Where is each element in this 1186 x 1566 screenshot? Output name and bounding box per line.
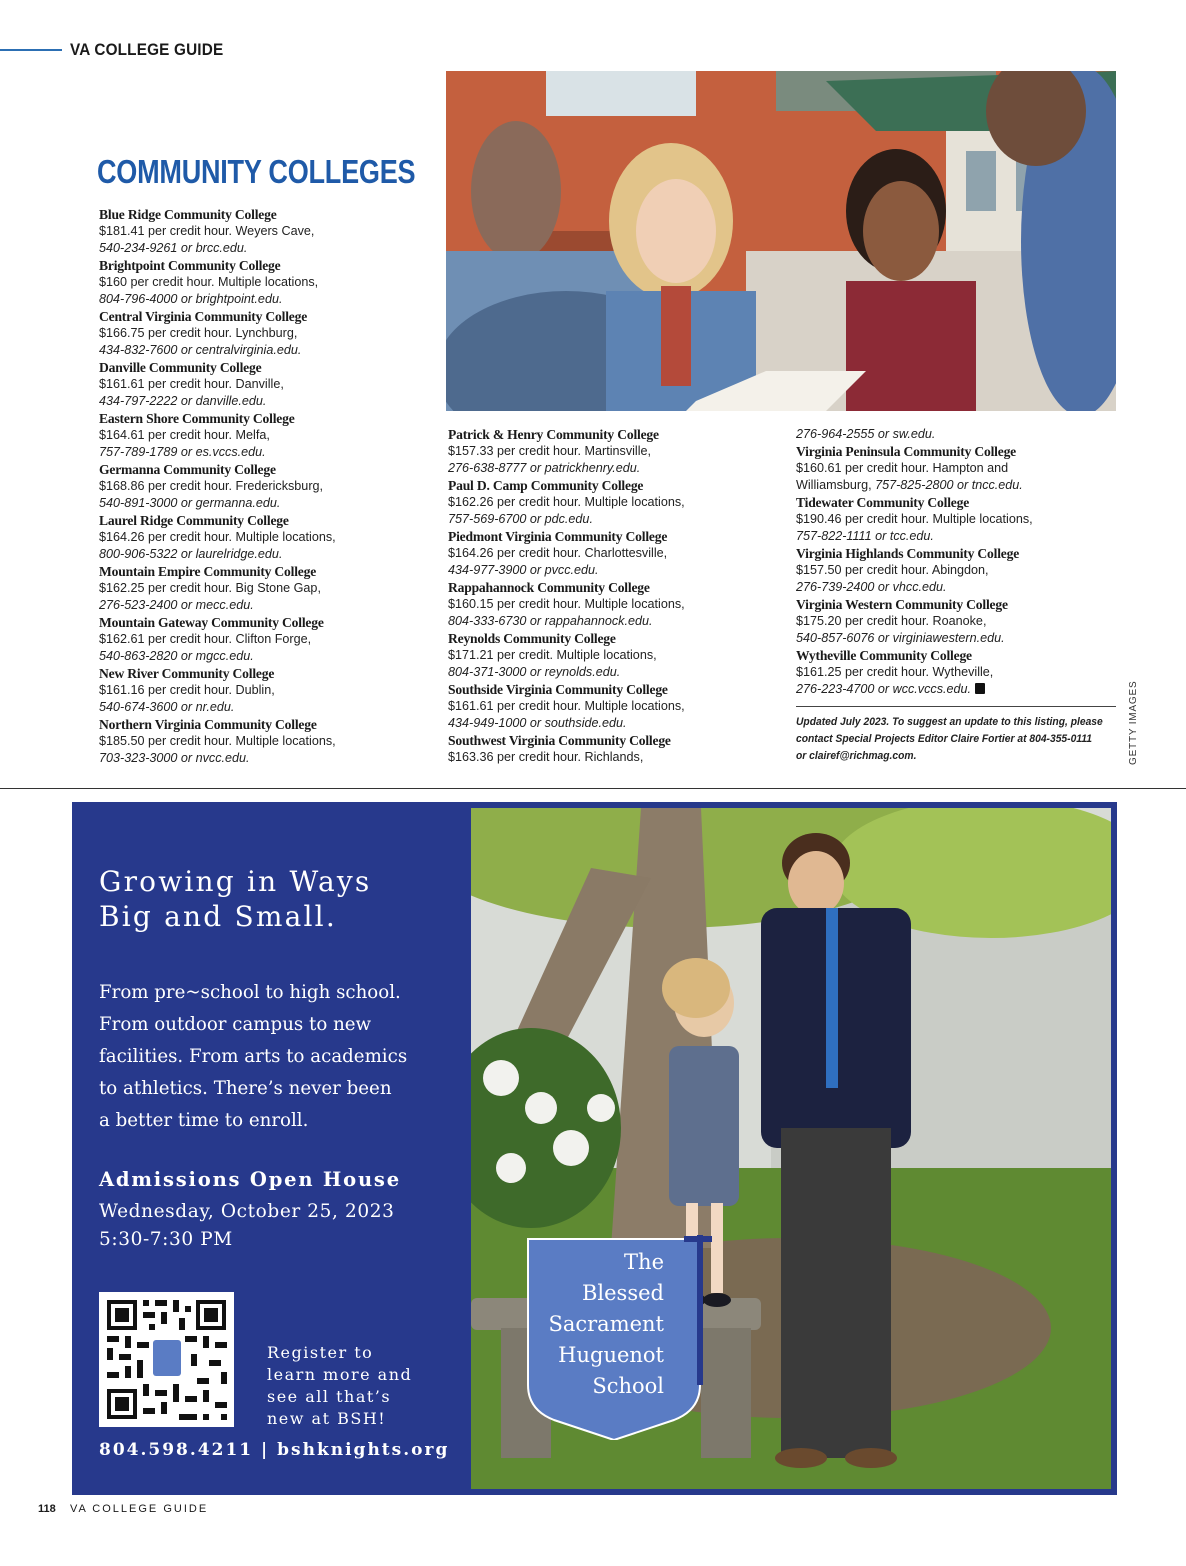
footer-label: VA COLLEGE GUIDE <box>70 1503 209 1515</box>
college-contact: 434-977-3900 or pvcc.edu. <box>448 563 599 577</box>
update-note-line: contact Special Projects Editor Claire Fortier at 804-355-0111 <box>796 733 1092 745</box>
college-name: Southside Virginia Community College <box>448 682 668 697</box>
college-list-column-3 <box>796 426 1116 698</box>
college-detail: $162.61 per credit hour. Clifton Forge, <box>99 632 312 646</box>
college-entry <box>99 563 419 614</box>
college-detail: $162.26 per credit hour. Multiple locations, <box>448 495 685 509</box>
college-detail: $157.33 per credit hour. Martinsville, <box>448 444 652 458</box>
college-contact: 540-863-2820 or mgcc.edu. <box>99 649 254 663</box>
header-rule <box>0 49 62 51</box>
ad-body-line: to athletics. There’s never been <box>99 1078 392 1099</box>
ad-body-line: facilities. From arts to academics <box>99 1046 408 1067</box>
update-note <box>796 714 1103 765</box>
college-name: Paul D. Camp Community College <box>448 478 644 493</box>
college-contact-last <box>796 681 1116 698</box>
college-name: Blue Ridge Community College <box>99 207 277 222</box>
college-name: Eastern Shore Community College <box>99 411 295 426</box>
college-detail: $164.26 per credit hour. Charlottesville, <box>448 546 668 560</box>
college-name: Tidewater Community College <box>796 495 970 510</box>
college-detail: $168.86 per credit hour. Fredericksburg, <box>99 479 324 493</box>
college-contact: 276-523-2400 or mecc.edu. <box>99 598 254 612</box>
college-name: Virginia Highlands Community College <box>796 546 1020 561</box>
open-house-title: Admissions Open House <box>99 1168 401 1191</box>
college-contact: 540-234-9261 or brcc.edu. <box>99 241 248 255</box>
college-contact: 757-789-1789 or es.vccs.edu. <box>99 445 266 459</box>
college-entry <box>796 443 1116 494</box>
college-detail: $161.61 per credit hour. Danville, <box>99 377 284 391</box>
qr-code[interactable] <box>99 1292 234 1427</box>
ad-body-line: From pre~school to high school. <box>99 982 401 1003</box>
college-name: Wytheville Community College <box>796 648 972 663</box>
college-detail: $160 per credit hour. Multiple locations, <box>99 275 319 289</box>
end-mark-icon <box>975 683 985 694</box>
college-detail: $157.50 per credit hour. Abingdon, <box>796 563 989 577</box>
college-name: Southwest Virginia Community College <box>448 733 671 748</box>
college-detail: $160.61 per credit hour. Hampton and <box>796 461 1009 475</box>
college-contact-continuation: 276-964-2555 or sw.edu. <box>796 427 936 441</box>
college-entry <box>448 630 768 681</box>
school-name-line: Huguenot <box>558 1343 664 1367</box>
college-detail: $181.41 per credit hour. Weyers Cave, <box>99 224 315 238</box>
college-contact: 434-832-7600 or centralvirginia.edu. <box>99 343 302 357</box>
note-divider <box>796 706 1116 707</box>
section-label: VA COLLEGE GUIDE <box>70 40 224 59</box>
college-name: Mountain Gateway Community College <box>99 615 324 630</box>
college-entry <box>99 359 419 410</box>
college-entry <box>796 545 1116 596</box>
college-contact: 434-797-2222 or danville.edu. <box>99 394 267 408</box>
college-entry <box>99 665 419 716</box>
college-detail: $166.75 per credit hour. Lynchburg, <box>99 326 298 340</box>
college-detail: $161.25 per credit hour. Wytheville, <box>796 665 994 679</box>
ad-headline-line: Big and Small. <box>99 900 337 933</box>
college-entry <box>99 410 419 461</box>
college-detail: $185.50 per credit hour. Multiple locations, <box>99 734 336 748</box>
photo-credit: GETTY IMAGES <box>1128 680 1139 765</box>
college-name: Danville Community College <box>99 360 262 375</box>
college-name: Virginia Western Community College <box>796 597 1008 612</box>
register-line: see all that’s <box>267 1387 392 1406</box>
school-name-line: School <box>592 1374 664 1398</box>
college-name: Mountain Empire Community College <box>99 564 317 579</box>
college-detail: $190.46 per credit hour. Multiple locations, <box>796 512 1033 526</box>
college-detail: $162.25 per credit hour. Big Stone Gap, <box>99 581 321 595</box>
college-entry <box>796 647 1116 698</box>
college-name: Rappahannock Community College <box>448 580 650 595</box>
ad-contact-line[interactable]: 804.598.4211 | bshknights.org <box>99 1440 450 1460</box>
college-contact: 434-949-1000 or southside.edu. <box>448 716 627 730</box>
school-advertisement <box>72 802 1117 1495</box>
page-heading: COMMUNITY COLLEGES <box>97 153 416 190</box>
college-contact: 276-638-8777 or patrickhenry.edu. <box>448 461 641 475</box>
ad-headline <box>99 864 372 934</box>
college-contact: 757-569-6700 or pdc.edu. <box>448 512 593 526</box>
college-name: Patrick & Henry Community College <box>448 427 659 442</box>
college-entry <box>796 596 1116 647</box>
open-house-time: 5:30-7:30 PM <box>99 1229 233 1250</box>
college-contact: 757-822-1111 or tcc.edu. <box>796 529 934 543</box>
ad-headline-line: Growing in Ways <box>99 865 372 898</box>
college-detail: $164.26 per credit hour. Multiple locations, <box>99 530 336 544</box>
college-name: Brightpoint Community College <box>99 258 281 273</box>
college-detail: $175.20 per credit hour. Roanoke, <box>796 614 987 628</box>
college-name: Laurel Ridge Community College <box>99 513 289 528</box>
page-number: 118 <box>38 1503 56 1515</box>
college-contact: 276-223-4700 or wcc.vccs.edu. <box>796 682 972 696</box>
college-entry <box>99 308 419 359</box>
college-detail: $164.61 per credit hour. Melfa, <box>99 428 270 442</box>
college-name: Central Virginia Community College <box>99 309 308 324</box>
college-contact: 757-825-2800 or tncc.edu. <box>875 478 1023 492</box>
college-contact: 276-739-2400 or vhcc.edu. <box>796 580 947 594</box>
college-detail: $163.36 per credit hour. Richlands, <box>448 750 644 764</box>
register-line: new at BSH! <box>267 1409 387 1428</box>
college-contact: 804-371-3000 or reynolds.edu. <box>448 665 621 679</box>
college-contact: 804-796-4000 or brightpoint.edu. <box>99 292 283 306</box>
college-name: New River Community College <box>99 666 275 681</box>
students-reading-photo <box>446 71 1116 411</box>
college-entry <box>99 614 419 665</box>
college-entry <box>448 681 768 732</box>
page-divider <box>0 788 1186 789</box>
college-entry <box>448 579 768 630</box>
students-photo-illustration <box>446 71 1116 411</box>
college-contact: 540-674-3600 or nr.edu. <box>99 700 235 714</box>
college-contact: 540-857-6076 or virginiawestern.edu. <box>796 631 1005 645</box>
college-entry <box>448 528 768 579</box>
register-text <box>267 1342 412 1430</box>
college-detail-location: Williamsburg, <box>796 478 872 492</box>
school-name-line: Blessed <box>581 1281 664 1305</box>
college-entry <box>796 494 1116 545</box>
college-entry <box>99 512 419 563</box>
college-entry <box>99 716 419 767</box>
open-house-details <box>99 1198 394 1254</box>
college-contact: 540-891-3000 or germanna.edu. <box>99 496 281 510</box>
college-detail: $161.61 per credit hour. Multiple locations, <box>448 699 685 713</box>
ad-body-line: a better time to enroll. <box>99 1110 309 1131</box>
school-name-line: The <box>624 1250 664 1274</box>
ad-body-line: From outdoor campus to new <box>99 1014 372 1035</box>
college-entry <box>99 257 419 308</box>
college-name: Virginia Peninsula Community College <box>796 444 1016 459</box>
college-contact: 703-323-3000 or nvcc.edu. <box>99 751 250 765</box>
college-detail: $160.15 per credit hour. Multiple locations, <box>448 597 685 611</box>
college-contact: 800-906-5322 or laurelridge.edu. <box>99 547 283 561</box>
college-name: Germanna Community College <box>99 462 276 477</box>
college-name: Northern Virginia Community College <box>99 717 317 732</box>
school-name-line: Sacrament <box>548 1312 664 1336</box>
college-name: Reynolds Community College <box>448 631 616 646</box>
qr-code-icon <box>99 1292 234 1427</box>
update-note-line: Updated July 2023. To suggest an update to this listing, please <box>796 716 1103 728</box>
register-line: Register to <box>267 1343 374 1362</box>
college-entry <box>448 732 768 766</box>
college-detail: $171.21 per credit. Multiple locations, <box>448 648 657 662</box>
college-entry <box>448 477 768 528</box>
college-contact: 804-333-6730 or rappahannock.edu. <box>448 614 653 628</box>
update-note-line: or clairef@richmag.com. <box>796 750 917 762</box>
school-name <box>524 1247 664 1402</box>
college-entry <box>99 461 419 512</box>
open-house-date: Wednesday, October 25, 2023 <box>99 1201 395 1222</box>
college-name: Piedmont Virginia Community College <box>448 529 668 544</box>
register-line: learn more and <box>267 1365 413 1384</box>
college-list-column-1 <box>99 206 419 767</box>
college-detail: $161.16 per credit hour. Dublin, <box>99 683 275 697</box>
ad-body <box>99 977 444 1137</box>
college-list-column-2 <box>448 426 768 766</box>
college-entry <box>99 206 419 257</box>
college-detail-line-2 <box>796 477 1116 494</box>
college-entry <box>448 426 768 477</box>
